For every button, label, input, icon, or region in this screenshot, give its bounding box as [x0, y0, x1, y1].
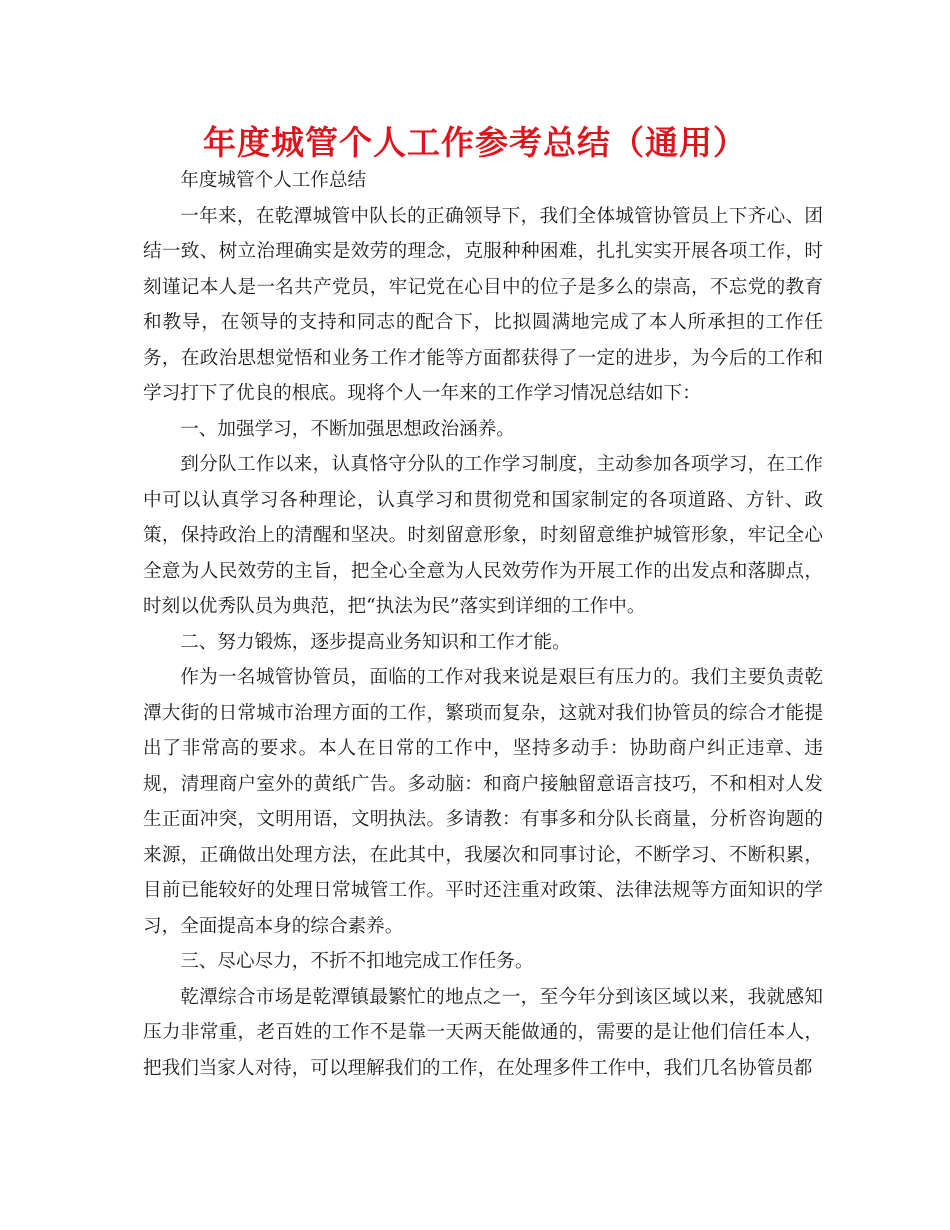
section-heading-1: 一、加强学习，不断加强思想政治涵养。 [180, 418, 515, 440]
section-heading-3: 三、尽心尽力，不折不扣地完成工作任务。 [180, 951, 534, 972]
paragraph-section-2: 作为一名城管协管员，面临的工作对我来说是艰巨有压力的。我们主要负责乾潭大街的日常城市治理方面的工作，繁琐而复杂，这就对我们协管员的综合才能提出了非常高的要求。本人在日常的工作中，坚持多动手：协助商户纠正违章、违规，清理商户室外的黄纸广告。多动脑：和商户接触留意语言技巧，不和相对人发生正面冲突，文明用语，文明执法。多请教：有事多和分队长商量，分析咨询题的来源，正确做出处理方法，在此其中，我屡次和同事讨论，不断学习、不断积累，目前已能较好的处理日常城管工作。平时还注重对政策、法律法规等方面知识的学习，全面提高本身的综合素养。 [143, 667, 823, 937]
document-title: 年度城管个人工作参考总结（通用） [203, 123, 747, 162]
section-heading-2: 二、努力锻炼，逐步提高业务知识和工作才能。 [180, 631, 571, 653]
paragraph-subtitle: 年度城管个人工作总结 [180, 170, 367, 191]
paragraph-intro: 一年来，在乾潭城管中队长的正确领导下，我们全体城管协管员上下齐心、团结一致、树立治理确实是效劳的理念，克服种种困难，扎扎实实开展各项工作，时刻谨记本人是一名共产党员，牢记党在心目中的位子是多么的崇高，不忘党的教育和教导，在领导的支持和同志的配合下，比拟圆满地完成了本人所承担的工作任务，在政治思想觉悟和业务工作才能等方面都获得了一定的进步，为今后的工作和学习打下了优良的根底。现将个人一年来的工作学习情况总结如下： [143, 205, 823, 404]
paragraph-section-1: 到分队工作以来，认真恪守分队的工作学习制度，主动参加各项学习，在工作中可以认真学习各种理论，认真学习和贯彻党和国家制定的各项道路、方针、政策，保持政治上的清醒和坚决。时刻留意形象，时刻留意维护城管形象，牢记全心全意为人民效劳的主旨，把全心全意为人民效劳作为开展工作的出发点和落脚点，时刻以优秀队员为典范，把“执法为民”落实到详细的工作中。 [143, 454, 823, 617]
document-body [143, 163, 823, 1086]
paragraph-section-3: 乾潭综合市场是乾潭镇最繁忙的地点之一，至今年分到该区域以来，我就感知压力非常重，老百姓的工作不是靠一天两天能做通的，需要的是让他们信任本人，把我们当家人对待，可以理解我们的工作，在处理多件工作中，我们几名协管员都 [143, 986, 823, 1079]
